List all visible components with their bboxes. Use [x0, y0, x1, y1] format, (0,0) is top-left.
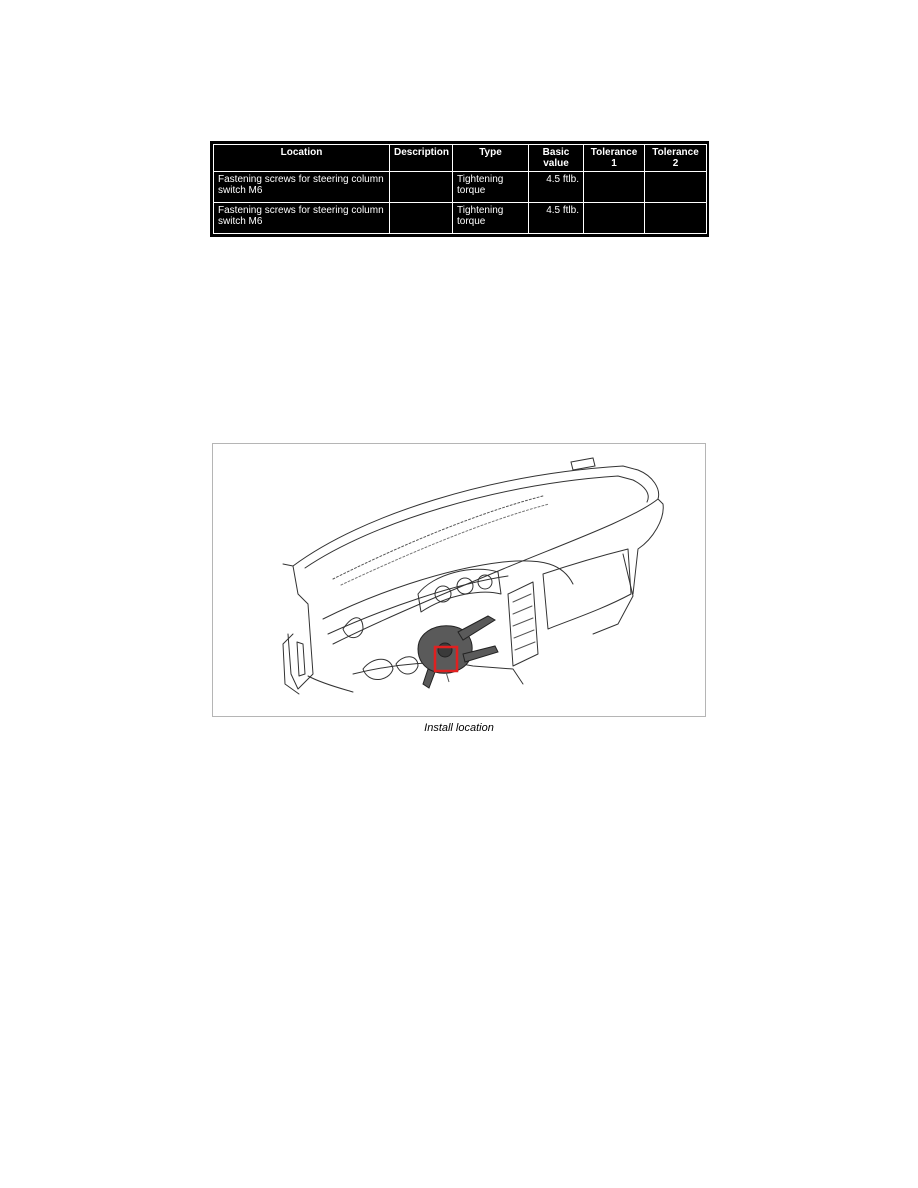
header-type: Type [453, 145, 529, 172]
header-location: Location [214, 145, 390, 172]
centre-console [508, 582, 538, 666]
header-tolerance-2: Tolerance 2 [645, 145, 707, 172]
cell-basic-value: 4.5 ftlb. [529, 203, 584, 234]
table-row [214, 172, 707, 203]
table-header-row [214, 145, 707, 172]
spec-table [213, 144, 707, 234]
table-row [214, 203, 707, 234]
cell-location: Fastening screws for steering column switch M6 [214, 172, 390, 203]
header-description: Description [390, 145, 453, 172]
dashboard-top-inner [305, 476, 648, 568]
figure-caption: Install location [424, 722, 494, 734]
dashboard-illustration [213, 444, 706, 717]
cell-location: Fastening screws for steering column switch M6 [214, 203, 390, 234]
header-basic-value: Basic value [529, 145, 584, 172]
cell-tolerance-2 [645, 203, 707, 234]
cell-tolerance-1 [584, 172, 645, 203]
cell-basic-value: 4.5 ftlb. [529, 172, 584, 203]
cell-type: Tightening torque [453, 172, 529, 203]
cell-type: Tightening torque [453, 203, 529, 234]
header-tolerance-1: Tolerance 1 [584, 145, 645, 172]
spec-table-frame [210, 141, 709, 237]
cell-description [390, 172, 453, 203]
cell-tolerance-2 [645, 172, 707, 203]
cell-tolerance-1 [584, 203, 645, 234]
install-location-figure [212, 443, 706, 717]
cell-description [390, 203, 453, 234]
